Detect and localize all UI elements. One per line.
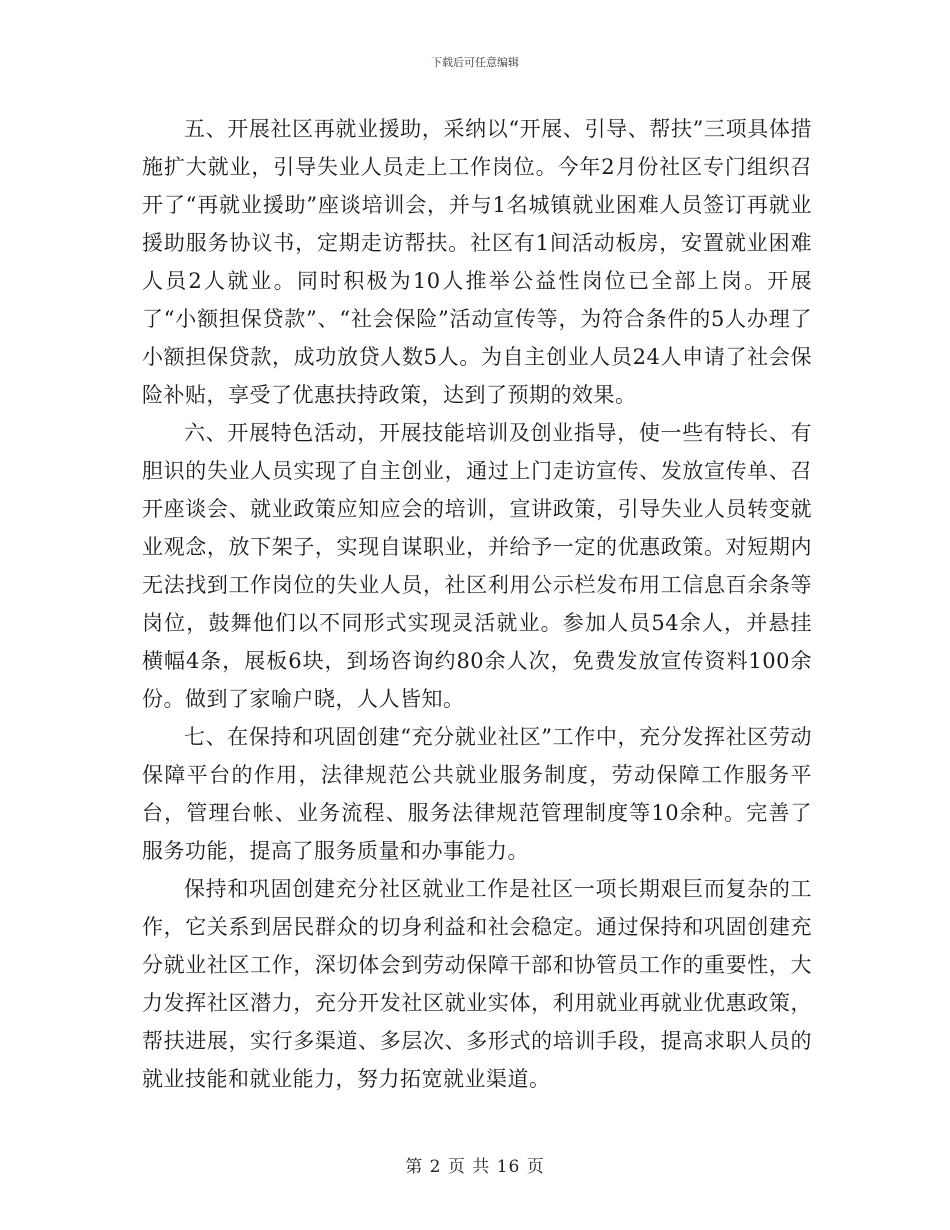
page-number: 第 2 页 共 16 页 <box>405 1157 545 1177</box>
paragraph-conclusion: 保持和巩固创建充分社区就业工作是社区一项长期艰巨而复杂的工作，它关系到居民群众的切身利益和社会稳定。通过保持和巩固创建充分就业社区工作，深切体会到劳动保障干部和协管员工作的重要性，大力发挥社区潜力，充分开发社区就业实体，利用就业再就业优惠政策，帮扶进展，实行多渠道、多层次、多形式的培训手段，提高求职人员的就业技能和就业能力，努力拓宽就业渠道。 <box>142 877 812 1091</box>
page-header-note: 下载后可任意编辑 <box>431 56 519 69</box>
paragraph-seven: 七、在保持和巩固创建“充分就业社区”工作中，充分发挥社区劳动保障平台的作用，法律规范公共就业服务制度，劳动保障工作服务平台，管理台帐、业务流程、服务法律规范管理制度等10余种。完善了服务功能，提高了服务质量和办事能力。 <box>142 725 812 863</box>
paragraph-six: 六、开展特色活动，开展技能培训及创业指导，使一些有特长、有胆识的失业人员实现了自主创业，通过上门走访宣传、发放宣传单、召开座谈会、就业政策应知应会的培训，宣讲政策，引导失业人员转变就业观念，放下架子，实现自谋职业，并给予一定的优惠政策。对短期内无法找到工作岗位的失业人员，社区利用公示栏发布用工信息百余条等岗位，鼓舞他们以不同形式实现灵活就业。参加人员54余人，并悬挂横幅4条，展板6块，到场咨询约80余人次，免费发放宣传资料100余份。做到了家喻户晓，人人皆知。 <box>142 421 812 711</box>
document-body <box>142 110 812 1098</box>
paragraph-five: 五、开展社区再就业援助，采纳以“开展、引导、帮扶”三项具体措施扩大就业，引导失业人员走上工作岗位。今年2月份社区专门组织召开了“再就业援助”座谈培训会，并与1名城镇就业困难人员签订再就业援助服务协议书，定期走访帮扶。社区有1间活动板房，安置就业困难人员2人就业。同时积极为10人推举公益性岗位已全部上岗。开展了“小额担保贷款”、“社会保险”活动宣传等，为符合条件的5人办理了小额担保贷款，成功放贷人数5人。为自主创业人员24人申请了社会保险补贴，享受了优惠扶持政策，达到了预期的效果。 <box>142 117 812 407</box>
